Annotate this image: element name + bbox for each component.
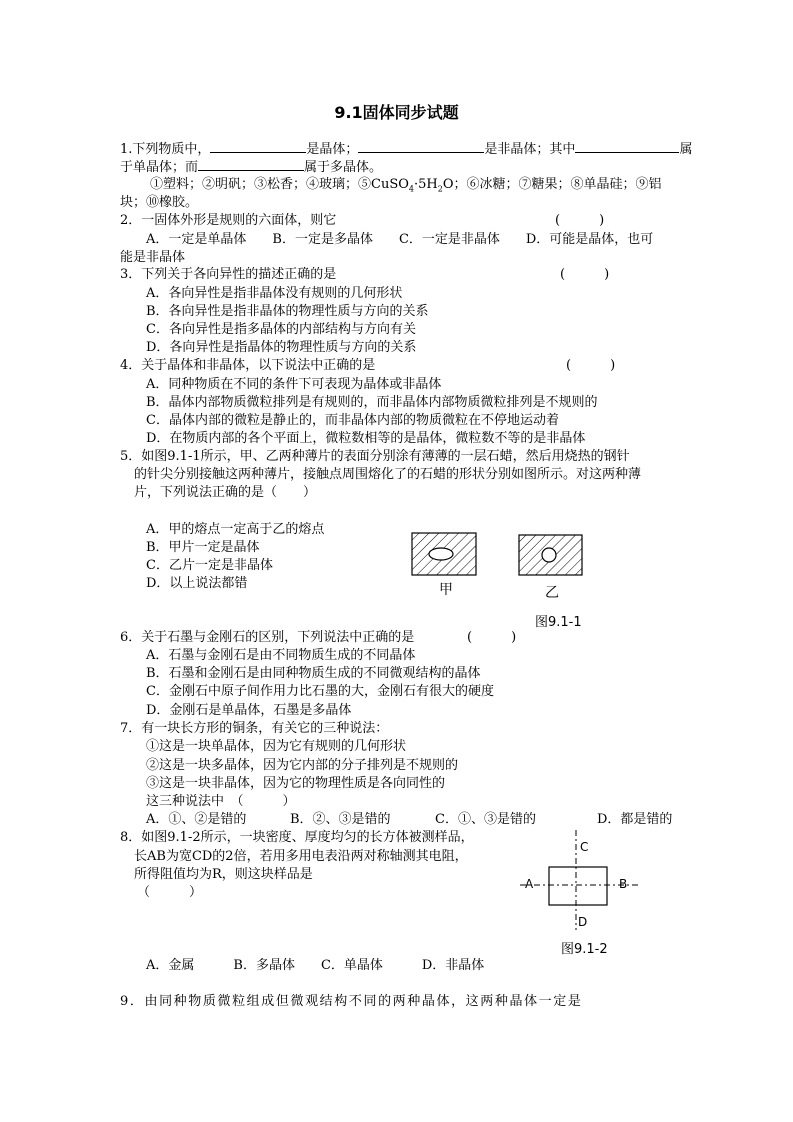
q1-text: 是晶体；: [306, 142, 359, 157]
label-a: A: [525, 877, 534, 891]
figure-9-1-1: [405, 527, 595, 602]
figure-9-1-2: [518, 828, 643, 932]
plate-yi: [519, 535, 582, 575]
q8-stem-line3: 所得阻值均为R，则这块样品是: [134, 867, 313, 882]
q7-statement-3: ③这是一块非晶体，因为它的物理性质是各向同性的: [146, 776, 446, 791]
q4-option-d: D．在物质内部的各个平面上，微粒数相等的是晶体，微粒数不等的是非晶体: [146, 431, 586, 446]
q7-option-d: D．都是错的: [597, 812, 673, 827]
q1-text: 是非晶体；其中: [484, 142, 576, 157]
q1-items-text: O；⑥冰糖；⑦糖果；⑧单晶硅；⑨铝: [442, 177, 662, 192]
answer-paren[interactable]: ( ): [467, 630, 517, 645]
q2-stem: 2．一固体外形是规则的六面体，则它: [120, 213, 337, 228]
q8-options: A．金属 B．多晶体 C．单晶体 D．非晶体: [146, 958, 485, 973]
figure-caption: 图9.1-2: [561, 942, 608, 957]
q3-option-a: A．各向异性是指非晶体没有规则的几何形状: [146, 286, 403, 301]
answer-paren[interactable]: （ ）: [137, 885, 203, 900]
label-jia: 甲: [439, 582, 453, 598]
plate-jia: [412, 533, 476, 575]
q5-option-d: D．以上说法都错: [146, 576, 248, 591]
q5-stem-line2: 的针尖分别接触这两种薄片，接触点周围熔化了的石蜡的形状分别如图所示。对这两种薄: [134, 467, 642, 482]
q2-options: A．一定是单晶体 B．一定是多晶体 C．一定是非晶体 D．可能是晶体，也可: [146, 232, 654, 247]
sample-rectangle: [549, 867, 607, 905]
q9-stem: 9．由同种物质微粒组成但微观结构不同的两种晶体，这两种晶体一定是: [120, 994, 583, 1009]
q4-option-b: B．晶体内部物质微粒排列是有规则的，而非晶体内部物质微粒排列是不规则的: [146, 395, 598, 410]
q1-text: 属于多晶体。: [304, 160, 383, 175]
label-b: B: [619, 877, 628, 891]
q7-option-b: B．②、③是错的: [290, 812, 391, 827]
q8-stem-line1: 8．如图9.1-2所示，一块密度、厚度均匀的长方体被测样品，: [120, 830, 474, 845]
q7-ask: 这三种说法中 （ ）: [146, 794, 296, 809]
page-title: 9.1固体同步试题: [334, 103, 459, 122]
q7-option-c: C．①、③是错的: [435, 812, 536, 827]
q3-option-b: B．各向异性是指非晶体的物理性质与方向的关系: [146, 304, 429, 319]
q7-stem: 7．有一块长方形的铜条，有关它的三种说法：: [120, 721, 389, 736]
answer-blank[interactable]: [575, 139, 679, 153]
q7-statement-2: ②这是一块多晶体，因为它内部的分子排列是不规则的: [146, 758, 459, 773]
q4-stem: 4．关于晶体和非晶体，以下说法中正确的是: [120, 358, 376, 373]
q6-option-d: D．金刚石是单晶体，石墨是多晶体: [146, 703, 352, 718]
q4-option-c: C．晶体内部的微粒是静止的，而非晶体内部的物质微粒在不停地运动着: [146, 413, 559, 428]
q3-stem: 3．下列关于各向异性的描述正确的是: [120, 267, 337, 282]
figure-caption: 图9.1-1: [535, 615, 582, 630]
q6-option-b: B．石墨和金刚石是由同种物质生成的不同微观结构的晶体: [146, 666, 481, 681]
q8-stem-line2: 长AB为宽CD的2倍，若用多用电表沿两对称轴测其电阻，: [134, 849, 468, 864]
label-d: D: [578, 915, 588, 929]
label-yi: 乙: [545, 585, 559, 601]
q1-items-text: ·5H: [413, 177, 438, 192]
q1-line2: [120, 157, 382, 177]
q5-stem-line1: 5．如图9.1-1所示，甲、乙两种薄片的表面分别涂有薄薄的一层石蜡，然后用烧热的钢针: [120, 449, 630, 464]
answer-blank[interactable]: [358, 139, 484, 153]
q3-option-d: D．各向异性是指晶体的物理性质与方向的关系: [146, 340, 417, 355]
q7-statement-1: ①这是一块单晶体，因为它有规则的几何形状: [146, 739, 407, 754]
q1-text: 1.下列物质中，: [120, 142, 211, 157]
q1-text: 属: [679, 142, 693, 157]
q5-stem-line3: 片，下列说法正确的是（ ）: [134, 485, 317, 500]
q2-options-cont: 能是非晶体: [120, 250, 186, 265]
answer-blank[interactable]: [210, 139, 306, 153]
q6-option-c: C．金刚石中原子间作用力比石墨的大，金刚石有很大的硬度: [146, 684, 494, 699]
q3-option-c: C．各向异性是指多晶体的内部结构与方向有关: [146, 322, 416, 337]
q5-option-c: C．乙片一定是非晶体: [146, 558, 273, 573]
q1-items: [150, 176, 662, 199]
subscript: 2: [437, 184, 443, 194]
q5-option-b: B．甲片一定是晶体: [146, 540, 260, 555]
q6-stem: 6．关于石墨与金刚石的区别，下列说法中正确的是: [120, 630, 415, 645]
q7-option-a: A．①、②是错的: [146, 812, 247, 827]
answer-paren[interactable]: ( ): [560, 267, 610, 282]
q5-option-a: A．甲的熔点一定高于乙的熔点: [146, 522, 325, 537]
answer-paren[interactable]: ( ): [555, 213, 605, 228]
q1-items-text: ①塑料；②明矾；③松香；④玻璃；⑤CuSO: [150, 177, 409, 192]
q6-option-a: A．石墨与金刚石是由不同物质生成的不同晶体: [146, 648, 416, 663]
q4-option-a: A．同种物质在不同的条件下可表现为晶体或非晶体: [146, 377, 442, 392]
subscript: 4: [408, 184, 414, 194]
wax-circle: [542, 548, 556, 562]
answer-paren[interactable]: ( ): [566, 358, 616, 373]
q1-text: 于单晶体；而: [120, 160, 199, 175]
answer-blank[interactable]: [198, 157, 304, 171]
q1-line1: [120, 139, 692, 159]
label-c: C: [580, 840, 589, 854]
wax-ellipse: [429, 548, 453, 560]
q1-items-cont: 块；⑩橡胶。: [120, 195, 199, 210]
